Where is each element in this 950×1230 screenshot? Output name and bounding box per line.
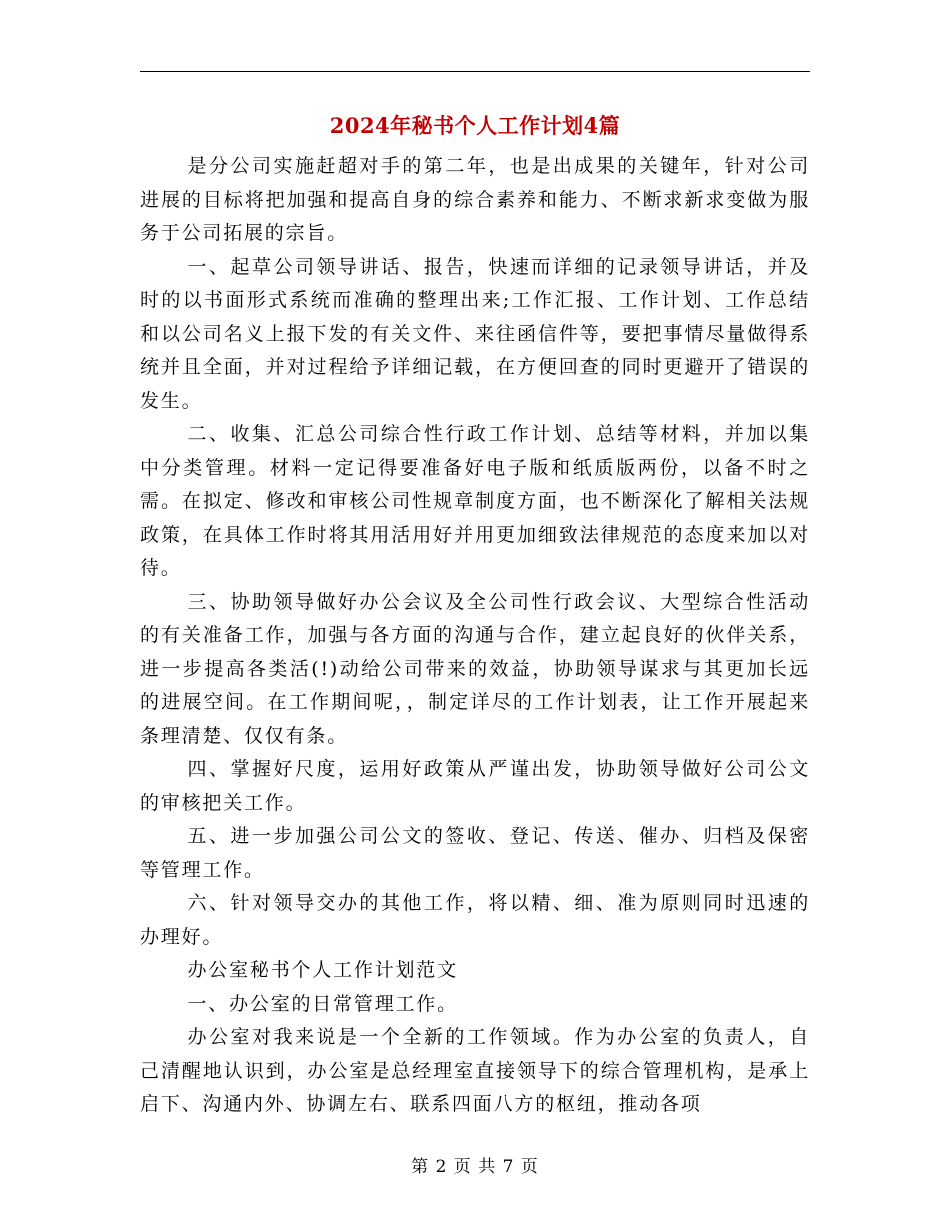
document-title: 2024年秘书个人工作计划4篇 bbox=[329, 113, 621, 138]
section-heading: 办公室秘书个人工作计划范文 bbox=[187, 959, 458, 981]
document-body bbox=[140, 150, 810, 1122]
header-rule bbox=[140, 71, 810, 72]
paragraph-item-5: 五、进一步加强公司公文的签收、登记、传送、催办、归档及保密等管理工作。 bbox=[140, 825, 810, 881]
paragraph-item-4: 四、掌握好尺度，运用好政策从严谨出发，协助领导做好公司公文的审核把关工作。 bbox=[140, 758, 810, 814]
paragraph-item-3: 三、协助领导做好办公会议及全公司性行政会议、大型综合性活动的有关准备工作，加强与各方面的沟通与合作，建立起良好的伙伴关系，进一步提高各类活(!)动给公司带来的效益，协助领导谋求与其更加长远的进展空间。在工作期间呢，，制定详尽的工作计划表，让工作开展起来条理清楚、仅仅有条。 bbox=[140, 590, 810, 747]
paragraph-item-6: 六、针对领导交办的其他工作，将以精、细、准为原则同时迅速的办理好。 bbox=[140, 892, 810, 948]
paragraph-office: 办公室对我来说是一个全新的工作领域。作为办公室的负责人，自己清醒地认识到，办公室是总经理室直接领导下的综合管理机构，是承上启下、沟通内外、协调左右、联系四面八方的枢纽，推动各项 bbox=[140, 1026, 810, 1115]
paragraph-item-2: 二、收集、汇总公司综合性行政工作计划、总结等材料，并加以集中分类管理。材料一定记得要准备好电子版和纸质版两份，以备不时之需。在拟定、修改和审核公司性规章制度方面，也不断深化了解相关法规政策，在具体工作时将其用活用好并用更加细致法律规范的态度来加以对待。 bbox=[140, 423, 810, 579]
page-number-footer: 第 2 页 共 7 页 bbox=[411, 1157, 539, 1177]
paragraph-intro: 是分公司实施赶超对手的第二年，也是出成果的关键年，针对公司进展的目标将把加强和提高自身的综合素养和能力、不断求新求变做为服务于公司拓展的宗旨。 bbox=[140, 155, 810, 244]
paragraph-item-1: 一、起草公司领导讲话、报告，快速而详细的记录领导讲话，并及时的以书面形式系统而准确的整理出来;工作汇报、工作计划、工作总结和以公司名义上报下发的有关文件、来往函信件等，要把事情尽量做得系统并且全面，并对过程给予详细记载，在方便回查的同时更避开了错误的发生。 bbox=[140, 255, 810, 412]
subsection-heading: 一、办公室的日常管理工作。 bbox=[187, 992, 458, 1015]
